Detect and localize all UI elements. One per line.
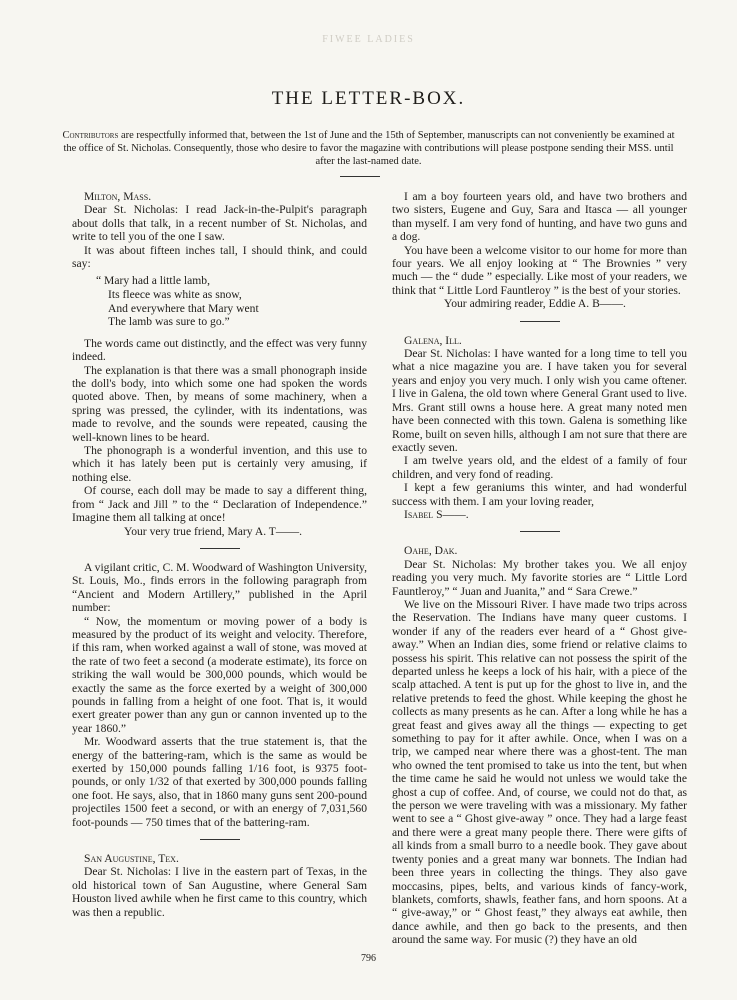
letter-place: Oahe, Dak. [404, 544, 458, 558]
poem-line: And everywhere that Mary went [108, 301, 259, 315]
letter-paragraph: It was about fifteen inches tall, I should think, and could say: [72, 243, 367, 271]
letter-paragraph: Mr. Woodward asserts that the true statement is, that the energy of the battering-ram, which is the same as would be exerted by 150,000 pounds falling 1/16 foot, is 9375 foot-pounds, or only 1/32 of that exerted by 300,000 pounds falling one foot. He says, also, that in 1860 many guns sent 200-pound projectiles 1500 feet a second, or with an energy of 7,031,560 foot-pounds — 750 times that of the battering-ram. [72, 735, 367, 829]
poem [72, 274, 367, 328]
letter-paragraph: I kept a few geraniums this winter, and had wonderful success with them. I am your loving reader, [392, 481, 687, 508]
letter-signature: Your very true friend, Mary A. T——. [124, 524, 302, 538]
letter-paragraph: Dear St. Nicholas: I have wanted for a long time to tell you what a nice magazine you are. I have taken you for several years and enjoy you very much. I only wish you came oftener. I live in Galena, the old town where General Grant used to live. Mrs. Grant still owns a house here. A great many noted men have been connected with this town. Galena is something like Rome, built on seven hills, although I am not sure that there are exactly seven. [392, 347, 687, 454]
letter-signature: Isabel S——. [404, 507, 469, 521]
contributors-notice [60, 129, 677, 168]
letter-place: San Augustine, Tex. [84, 852, 179, 866]
letter-signature: Your admiring reader, Eddie A. B——. [444, 297, 626, 311]
letter-divider [200, 548, 240, 549]
letter-place: Galena, Ill. [404, 333, 462, 347]
letter-paragraph: The words came out distinctly, and the effect was very funny indeed. [72, 336, 367, 364]
letter-place: Milton, Mass. [84, 190, 152, 203]
letter-divider [520, 531, 560, 532]
letter-divider [520, 321, 560, 322]
letter-paragraph: You have been a welcome visitor to our home for more than four years. We all enjoy looking at “ The Brownies ” very much — the “ dude ” especially. Like most of your readers, we think that “ Little Lord Fauntleroy ” is the best of your stories. [392, 243, 687, 297]
letter-paragraph: “ Now, the momentum or moving power of a body is measured by the product of its weight and velocity. Therefore, if this ram, when worked against a wall of stone, was moved at the rate of two feet a second (a moderate estimate), its force on striking the wall would be 300,000 pounds, which would be exactly the same as the force exerted by a weight of 300,000 pounds in falling from a height of one foot. That is, it would exert greater power than any gun or cannon invented up to the year 1860.” [72, 614, 367, 735]
letter-divider [200, 839, 240, 840]
poem-line: The lamb was sure to go.” [108, 315, 230, 329]
left-column [72, 190, 367, 919]
notice-text: are respectfully informed that, between the 1st of June and the 15th of September, manuscripts can not conveniently be examined at the office of St. Nicholas. Consequently, those who desire to favor the magazine with contributions will please postpone sending their MSS. until after the last-named date. [63, 130, 675, 167]
notice-lead: Contributors [62, 130, 119, 141]
running-head-bleedthrough: FIWEE LADIES [322, 34, 415, 45]
poem-line: Its fleece was white as snow, [108, 288, 242, 302]
letter-paragraph: Dear St. Nicholas: I live in the eastern part of Texas, in the old historical town of San Augustine, where General Sam Houston lived awhile when he first came to this country, which was then a republic. [72, 865, 367, 919]
page-number: 796 [361, 953, 376, 964]
letter-paragraph: The phonograph is a wonderful invention, and this use to which it has lately been put is certainly very amusing, if nothing else. [72, 444, 367, 484]
letter-paragraph: A vigilant critic, C. M. Woodward of Washington University, St. Louis, Mo., finds errors in the following paragraph from “Ancient and Modern Artillery,” published in the April number: [72, 560, 367, 615]
letter-paragraph: Dear St. Nicholas: I read Jack-in-the-Pulpit's paragraph about dolls that talk, in a recent number of St. Nicholas, and write to tell you of the one I saw. [72, 203, 367, 244]
poem-line: “ Mary had a little lamb, [96, 274, 210, 288]
notice-divider [340, 176, 380, 177]
page-title: THE LETTER-BOX. [271, 88, 466, 109]
letter-paragraph: I am twelve years old, and the eldest of a family of four children, and very fond of reading. [392, 454, 687, 481]
letter-paragraph: Of course, each doll may be made to say a different thing, from “ Jack and Jill ” to the “ Declaration of Independence.” Imagine them all talking at once! [72, 484, 367, 525]
letter-paragraph: We live on the Missouri River. I have made two trips across the Reservation. The Indians have many queer customs. I wonder if any of the readers ever heard of a “ Ghost give-away.” When an Indian dies, some friend or relative claims to possess his spirit. This relative can not possess the spirit of the departed unless he keeps a lock of his hair, with a piece of the scalp attached. A tent is put up for the ghost to live in, and the relative pretends to feed the ghost. While keeping the ghost he collects as many presents as he can. After a long while he has a great feast and gives away all the things — expecting to get something to pay for it after awhile. Once, when I was on a trip, we camped near where there was a ghost-tent. The man who owned the tent promised to take us into the tent, but when the time came he said he would not unless we would take the ghost a cup of coffee. And, of course, we could not do that, as the person we were traveling with was a missionary. My father went to see a “ Ghost give-away ” once. They had a large feast and there were a great many people there. There were gifts of all kinds from a small burro to a needle book. They gave about twenty ponies and a great many war bonnets. The Indian had been three years in collecting the things. They also gave moccasins, pipes, belts, and various kinds of fancy-work, blankets, comforts, shawls, feather fans, and horn spoons. At a “ give-away,” or “ Ghost feast,” they always eat awhile, then dance awhile, and then go back to the presents, and then around the same way. For music (?) they have an old [392, 597, 687, 947]
letter-paragraph: Dear St. Nicholas: My brother takes you. We all enjoy reading you very much. My favorite stories are “ Little Lord Fauntleroy,” “ Juan and Juanita,” and “ Sara Crewe.” [392, 557, 687, 598]
letter-paragraph: The explanation is that there was a small phonograph inside the doll's body, into which some one had spoken the words quoted above. Then, by means of some machinery, when a spring was pressed, the cylinder, with its indentations, was made to revolve, and the sounds were repeated, causing the well-known lines to be heard. [72, 363, 367, 444]
letter-paragraph: I am a boy fourteen years old, and have two brothers and two sisters, Eugene and Guy, Sara and Itasca — all younger than myself. I am very fond of hunting, and have two guns and a dog. [392, 190, 687, 244]
right-column [392, 190, 687, 947]
